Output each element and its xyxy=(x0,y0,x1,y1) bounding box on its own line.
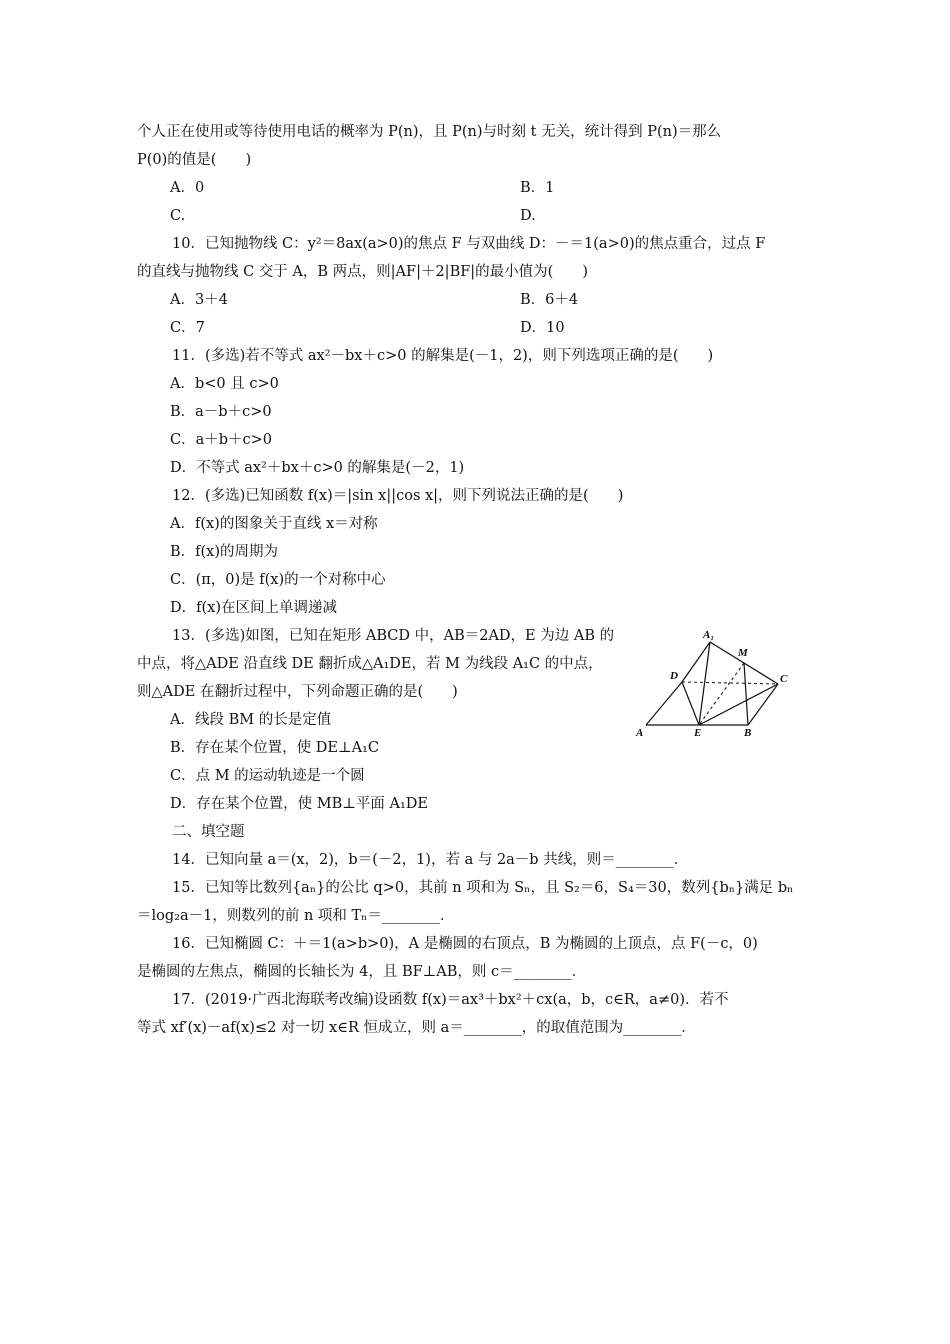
q15-line1: 15．已知等比数列{aₙ}的公比 q>0，其前 n 项和为 Sₙ，且 S₂＝6，S₄＝30，数列{bₙ}满足 bₙ xyxy=(172,880,794,896)
q10-option-c: C．7 xyxy=(170,320,205,336)
q10-line2: 的直线与抛物线 C 交于 A，B 两点，则|AF|＋2|BF|的最小值为( ) xyxy=(137,264,588,280)
edge-a-d xyxy=(646,682,682,725)
q9-line2: P(0)的值是( ) xyxy=(137,152,252,168)
q13-line1: 13．(多选)如图，已知在矩形 ABCD 中，AB＝2AD，E 为边 AB 的 xyxy=(172,628,615,644)
label-d: D xyxy=(670,670,678,682)
q14-line1: 14．已知向量 a＝(x，2)，b＝(－2，1)，若 a 与 2a－b 共线，则＝________． xyxy=(172,852,689,868)
q13-line3: 则△ADE 在翻折过程中，下列命题正确的是( ) xyxy=(137,684,458,700)
q16-line1: 16．已知椭圆 C：＋＝1(a>b>0)，A 是椭圆的右顶点，B 为椭圆的上顶点，点 F(－c，0) xyxy=(172,936,758,952)
q11-option-d: D．不等式 ax²＋bx＋c>0 的解集是(－2，1) xyxy=(170,460,465,476)
q11-option-a: A．b<0 且 c>0 xyxy=(170,376,279,392)
q10-option-a: A．3＋4 xyxy=(170,292,228,308)
q13-option-b: B．存在某个位置，使 DE⊥A₁C xyxy=(170,740,379,756)
q17-line2: 等式 xf′(x)－af(x)≤2 对一切 x∈R 恒成立，则 a＝________，的取值范围为________． xyxy=(137,1020,696,1036)
edge-d-e xyxy=(682,682,699,725)
q12-line1: 12．(多选)已知函数 f(x)＝|sin x||cos x|，则下列说法正确的是( ) xyxy=(172,488,624,504)
q13-option-a: A．线段 BM 的长是定值 xyxy=(170,712,332,728)
label-b: B xyxy=(744,727,752,739)
q13-option-c: C．点 M 的运动轨迹是一个圆 xyxy=(170,768,365,784)
q11-line1: 11．(多选)若不等式 ax²－bx＋c>0 的解集是(－1，2)，则下列选项正确的是( ) xyxy=(172,348,714,364)
q12-option-c: C．(π，0)是 f(x)的一个对称中心 xyxy=(170,572,386,588)
q10-option-b: B．6＋4 xyxy=(520,292,579,308)
label-c: C xyxy=(780,673,788,685)
q12-option-d: D．f(x)在区间上单调递减 xyxy=(170,600,337,616)
q9-line1: 个人正在使用或等待使用电话的概率为 P(n)，且 P(n)与时刻 t 无关，统计得到 P(n)＝那么 xyxy=(137,124,722,140)
q13-figure xyxy=(632,626,802,744)
q12-option-a: A．f(x)的图象关于直线 x＝对称 xyxy=(170,516,378,532)
q9-option-c: C. xyxy=(170,208,186,224)
q10-option-d: D．10 xyxy=(520,320,565,336)
q9-option-d: D. xyxy=(520,208,536,224)
label-e: E xyxy=(694,727,702,739)
q12-option-b: B．f(x)的周期为 xyxy=(170,544,279,560)
edge-b-c xyxy=(748,684,778,725)
label-a1: A₁ xyxy=(703,629,715,641)
q13-line2: 中点，将△ADE 沿直线 DE 翻折成△A₁DE，若 M 为线段 A₁C 的中点， xyxy=(137,656,603,672)
q11-option-b: B．a－b＋c>0 xyxy=(170,404,272,420)
edge-m-b xyxy=(744,663,748,725)
q10-line1: 10．已知抛物线 C：y²＝8ax(a>0)的焦点 F 与双曲线 D：－＝1(a>0)的焦点重合，过点 F xyxy=(172,236,766,252)
edge-e-c xyxy=(699,684,778,725)
section-heading-fill-blank: 二、填空题 xyxy=(172,824,245,840)
q9-option-a: A．0 xyxy=(170,180,205,196)
q11-option-c: C．a＋b＋c>0 xyxy=(170,432,273,448)
q13-option-d: D．存在某个位置，使 MB⊥平面 A₁DE xyxy=(170,796,428,812)
q9-option-b: B．1 xyxy=(520,180,555,196)
q15-line2: ＝log₂a－1，则数列的前 n 项和 Tₙ＝________． xyxy=(137,908,455,924)
q17-line1: 17．(2019·广西北海联考改编)设函数 f(x)＝ax³＋bx²＋cx(a，b，c∈R，a≠0)．若不 xyxy=(172,992,729,1008)
label-m: M xyxy=(738,647,748,659)
q16-line2: 是椭圆的左焦点，椭圆的长轴长为 4，且 BF⊥AB，则 c＝________． xyxy=(137,964,587,980)
label-a: A xyxy=(636,727,644,739)
